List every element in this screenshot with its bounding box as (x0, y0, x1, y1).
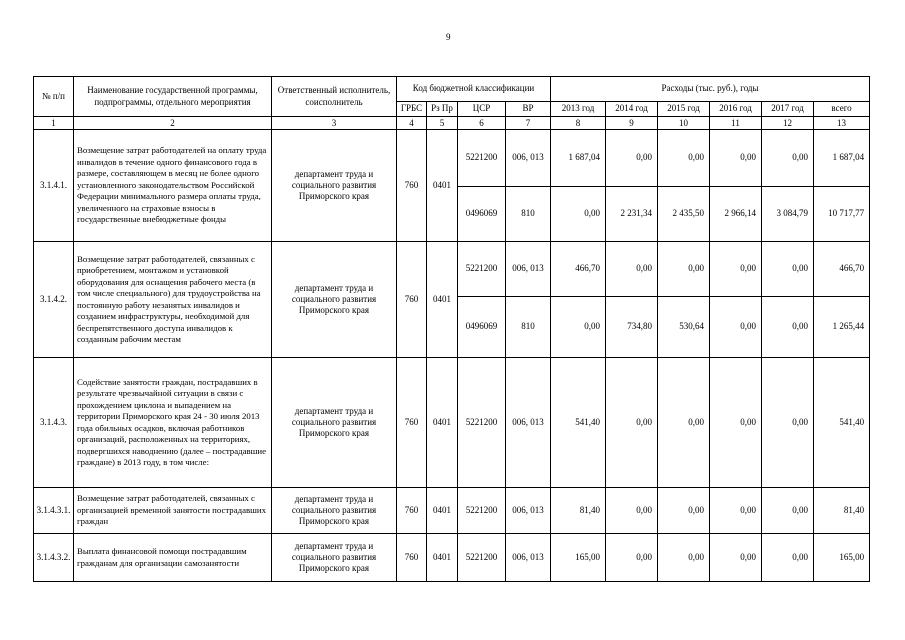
table-row (34, 130, 870, 187)
row-2016: 0,00 (710, 358, 762, 488)
header-2017: 2017 год (762, 102, 814, 117)
row-number: 3.1.4.3.2. (34, 534, 74, 582)
row-name: Выплата финансовой помощи пострадавшим гражданам для организации самозанятости (74, 534, 272, 582)
table-row (34, 242, 870, 297)
row-2015: 0,00 (658, 534, 710, 582)
row-number: 3.1.4.3.1. (34, 488, 74, 534)
row-name: Содействие занятости граждан, пострадавших в результате чрезвычайной ситуации в связи с прохождением циклона и выпадением на территории Приморского края 24 - 30 июля 2013 года обильных осадков, включая работников организаций, расположенных на территориях, подвергшихся наводнению (далее – пострадавшие граждане) в 2013 году, в том числе: (74, 358, 272, 488)
row-grbs: 760 (397, 534, 427, 582)
row-2015: 0,00 (658, 358, 710, 488)
row-rzpr: 0401 (427, 242, 458, 358)
row-2013: 0,00 (551, 297, 606, 358)
row-2015: 530,64 (658, 297, 710, 358)
row-total: 165,00 (814, 534, 870, 582)
header-num: № п/п (34, 77, 74, 117)
header-2014: 2014 год (606, 102, 658, 117)
row-name: Возмещение затрат работодателей, связанных с организацией временной занятости пострадавших граждан (74, 488, 272, 534)
row-2015: 0,00 (658, 488, 710, 534)
row-2017: 0,00 (762, 358, 814, 488)
row-vr: 006, 013 (506, 242, 551, 297)
header-budget-code: Код бюджетной классификации (397, 77, 551, 102)
row-csr: 5221200 (458, 130, 506, 187)
column-number: 6 (458, 117, 506, 130)
row-2014: 0,00 (606, 130, 658, 187)
row-total: 81,40 (814, 488, 870, 534)
row-name: Возмещение затрат работодателей, связанных с приобретением, монтажом и установкой оборудования для оснащения рабочего места (в том числе специального) для трудоустройства на постоянную работу незанятых инвалидов и созданием инфраструктуры, необходимой для беспрепятственного доступа инвалидов к созданным рабочим местам (74, 242, 272, 358)
header-2016: 2016 год (710, 102, 762, 117)
header-rzpr: Рз Пр (427, 102, 458, 117)
header-expenses: Расходы (тыс. руб.), годы (551, 77, 870, 102)
header-row-1 (34, 77, 870, 102)
column-number: 2 (74, 117, 272, 130)
header-2013: 2013 год (551, 102, 606, 117)
row-rzpr: 0401 (427, 130, 458, 242)
row-total: 541,40 (814, 358, 870, 488)
row-2014: 0,00 (606, 534, 658, 582)
column-number: 13 (814, 117, 870, 130)
row-rzpr: 0401 (427, 488, 458, 534)
header-name: Наименование государственной программы, подпрограммы, отдельного мероприятия (74, 77, 272, 117)
row-csr: 5221200 (458, 488, 506, 534)
column-number: 10 (658, 117, 710, 130)
row-2017: 0,00 (762, 242, 814, 297)
row-total: 10 717,77 (814, 187, 870, 242)
row-grbs: 760 (397, 242, 427, 358)
column-number: 9 (606, 117, 658, 130)
row-csr: 5221200 (458, 534, 506, 582)
row-csr: 0496069 (458, 297, 506, 358)
row-name: Возмещение затрат работодателей на оплату труда инвалидов в течение одного финансового года в размере, составляющем в месяц не более одного установленного законодательством Российской Федерации минимального размера оплаты труда, увеличенного на страховые взносы в государственные внебюджетные фонды (74, 130, 272, 242)
row-grbs: 760 (397, 358, 427, 488)
row-2015: 0,00 (658, 130, 710, 187)
row-csr: 5221200 (458, 242, 506, 297)
row-executor: департамент труда и социального развития Приморского края (272, 358, 397, 488)
column-number: 12 (762, 117, 814, 130)
row-rzpr: 0401 (427, 358, 458, 488)
header-grbs: ГРБС (397, 102, 427, 117)
row-2016: 0,00 (710, 297, 762, 358)
row-2013: 0,00 (551, 187, 606, 242)
budget-table (33, 76, 870, 582)
column-number: 5 (427, 117, 458, 130)
row-executor: департамент труда и социального развития Приморского края (272, 534, 397, 582)
row-2016: 2 966,14 (710, 187, 762, 242)
table-row (34, 488, 870, 534)
row-2014: 2 231,34 (606, 187, 658, 242)
row-total: 1 687,04 (814, 130, 870, 187)
row-executor: департамент труда и социального развития Приморского края (272, 242, 397, 358)
row-vr: 810 (506, 187, 551, 242)
column-number: 8 (551, 117, 606, 130)
header-executor: Ответственный исполнитель, соисполнитель (272, 77, 397, 117)
row-2016: 0,00 (710, 130, 762, 187)
column-number: 4 (397, 117, 427, 130)
row-number: 3.1.4.2. (34, 242, 74, 358)
row-2017: 3 084,79 (762, 187, 814, 242)
row-2013: 466,70 (551, 242, 606, 297)
row-2015: 2 435,50 (658, 187, 710, 242)
row-2014: 0,00 (606, 488, 658, 534)
row-vr: 006, 013 (506, 358, 551, 488)
row-vr: 006, 013 (506, 534, 551, 582)
row-2013: 1 687,04 (551, 130, 606, 187)
row-2015: 0,00 (658, 242, 710, 297)
row-2017: 0,00 (762, 534, 814, 582)
row-2016: 0,00 (710, 242, 762, 297)
row-number: 3.1.4.1. (34, 130, 74, 242)
row-grbs: 760 (397, 488, 427, 534)
row-rzpr: 0401 (427, 534, 458, 582)
column-number: 3 (272, 117, 397, 130)
row-number: 3.1.4.3. (34, 358, 74, 488)
row-2016: 0,00 (710, 534, 762, 582)
row-2013: 541,40 (551, 358, 606, 488)
row-csr: 0496069 (458, 187, 506, 242)
row-2017: 0,00 (762, 488, 814, 534)
row-executor: департамент труда и социального развития Приморского края (272, 488, 397, 534)
row-csr: 5221200 (458, 358, 506, 488)
row-total: 466,70 (814, 242, 870, 297)
row-executor: департамент труда и социального развития Приморского края (272, 130, 397, 242)
row-2014: 0,00 (606, 242, 658, 297)
header-csr: ЦСР (458, 102, 506, 117)
row-2014: 734,80 (606, 297, 658, 358)
column-number: 11 (710, 117, 762, 130)
header-vr: ВР (506, 102, 551, 117)
table-row (34, 534, 870, 582)
header-total: всего (814, 102, 870, 117)
table-row (34, 358, 870, 488)
row-2016: 0,00 (710, 488, 762, 534)
row-vr: 006, 013 (506, 130, 551, 187)
column-number: 7 (506, 117, 551, 130)
row-2017: 0,00 (762, 130, 814, 187)
row-2017: 0,00 (762, 297, 814, 358)
row-2014: 0,00 (606, 358, 658, 488)
page-number: 9 (446, 32, 451, 42)
row-grbs: 760 (397, 130, 427, 242)
row-vr: 810 (506, 297, 551, 358)
row-2013: 165,00 (551, 534, 606, 582)
row-vr: 006, 013 (506, 488, 551, 534)
column-numbers-row (34, 117, 870, 130)
row-2013: 81,40 (551, 488, 606, 534)
row-total: 1 265,44 (814, 297, 870, 358)
header-2015: 2015 год (658, 102, 710, 117)
column-number: 1 (34, 117, 74, 130)
